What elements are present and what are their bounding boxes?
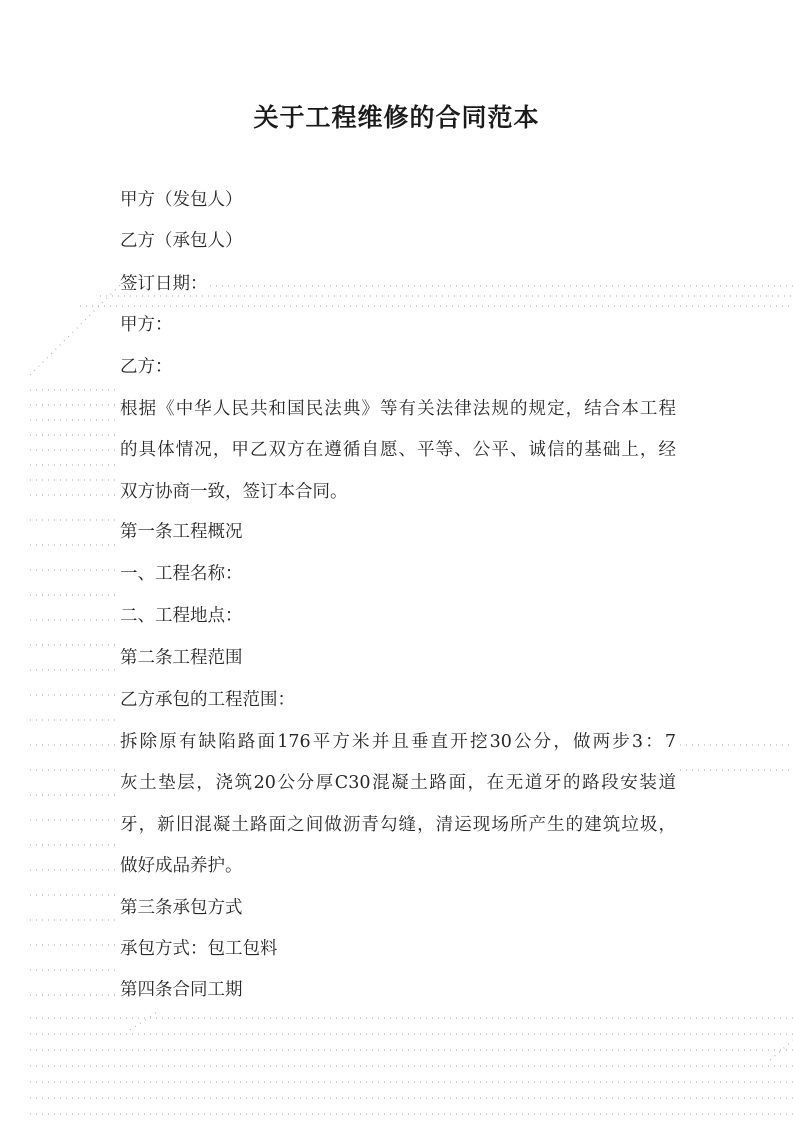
article-4-heading: 第四条合同工期 [120,980,243,1000]
document-title: 关于工程维修的合同范本 [253,103,540,132]
preamble-line-2: 的具体情况，甲乙双方在遵循自愿、平等、公平、诚信的基础上，经 [120,440,676,460]
preamble-line-3: 双方协商一致，签订本合同。 [120,482,348,502]
scope-body-line-3: 牙，新旧混凝土路面之间做沥青勾缝，清运现场所产生的建筑垃圾， [120,815,676,835]
article-2-heading: 第二条工程范围 [120,648,243,668]
article-1-heading: 第一条工程概况 [120,522,243,542]
article-3-heading: 第三条承包方式 [120,898,243,918]
party-b-contractor-line: 乙方（承包人） [120,231,243,251]
signing-date-line: 签订日期： [120,274,208,294]
contract-method-line: 承包方式：包工包料 [120,939,278,959]
project-location-item: 二、工程地点： [120,606,243,626]
scope-body-line-2: 灰土垫层，浇筑20公分厚C30混凝土路面，在无道牙的路段安装道 [120,773,676,793]
scope-body-line-1: 拆除原有缺陷路面176平方米并且垂直开挖30公分，做两步3：7 [120,732,676,752]
scope-intro: 乙方承包的工程范围： [120,690,295,710]
party-a-client-line: 甲方（发包人） [120,190,243,210]
scope-body-line-4: 做好成品养护。 [120,856,243,876]
party-a-signature-line: 甲方： [120,315,173,335]
party-b-signature-line: 乙方： [120,357,173,377]
project-name-item: 一、工程名称： [120,564,243,584]
preamble-line-1: 根据《中华人民共和国民法典》等有关法律法规的规定，结合本工程 [120,399,676,419]
